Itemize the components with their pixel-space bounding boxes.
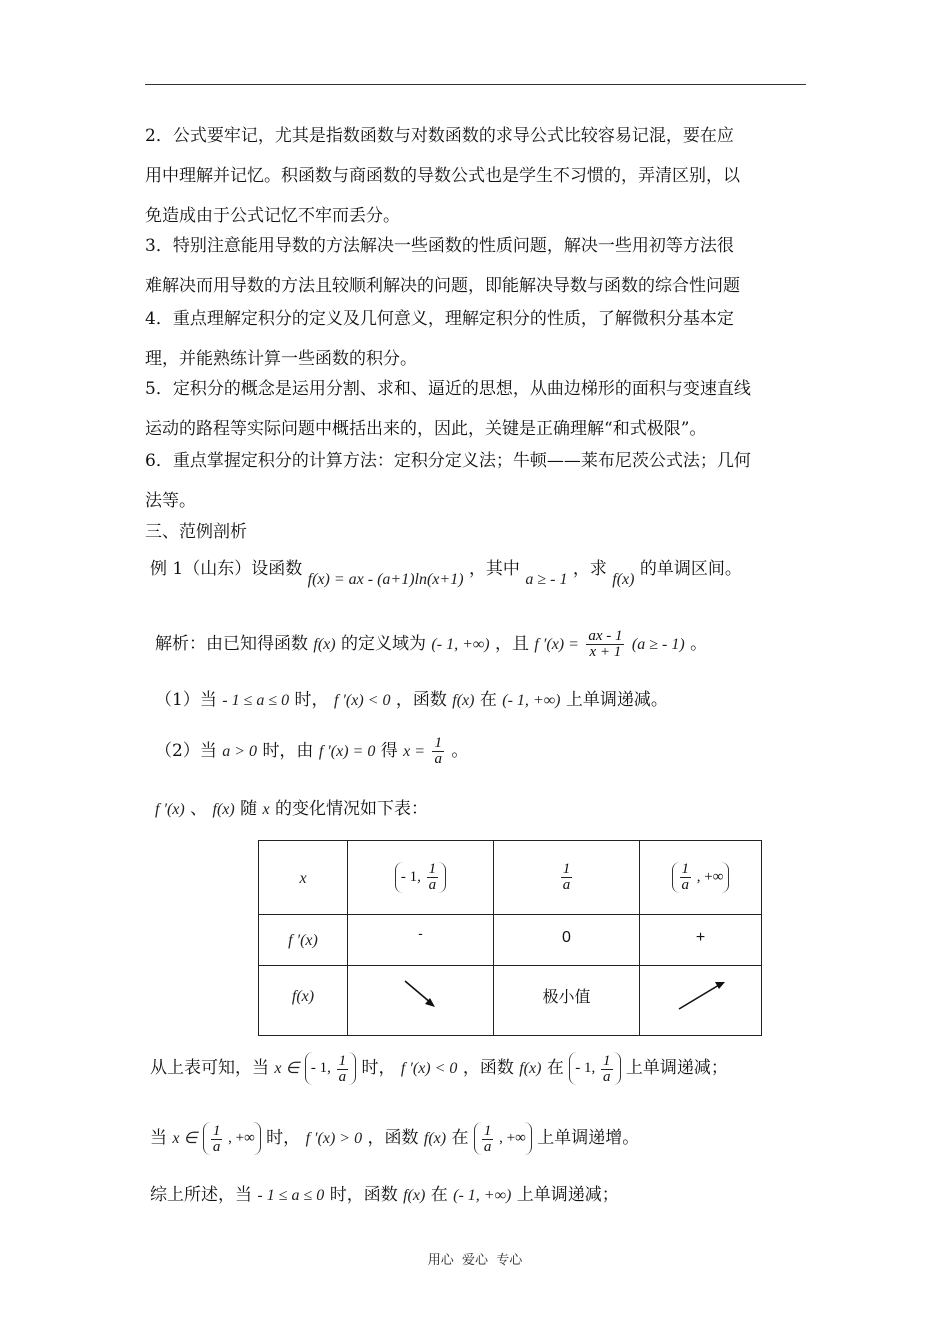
- solution-text: ，且: [495, 634, 530, 654]
- conclusion-text: 在: [451, 1128, 469, 1148]
- conclusion-text: 上单调递减；: [516, 1185, 619, 1205]
- cell-derivative: f ′(x): [288, 932, 318, 949]
- interval-start: - 1,: [575, 1060, 596, 1077]
- sign-zero: 0: [562, 929, 571, 946]
- point-5: [145, 373, 810, 445]
- point-4-line-2: 理，并能熟练计算一些函数的积分。: [145, 349, 417, 369]
- case-derivative: f ′(x) = 0: [318, 743, 376, 760]
- point-6-line-2: 法等。: [145, 491, 196, 511]
- example-function: f(x) = ax - (a+1)ln(x+1): [307, 571, 464, 588]
- fraction-denominator: a: [212, 1138, 221, 1155]
- solution-condition: (a ≥ - 1): [631, 636, 685, 653]
- table-row: [259, 966, 762, 1036]
- example-suffix: 的单调区间。: [639, 559, 742, 579]
- example-fx: f(x): [612, 571, 635, 588]
- table-cell: [348, 841, 494, 915]
- table-cell: [348, 915, 494, 966]
- interval-start: - 1,: [400, 868, 421, 885]
- table-cell: [640, 966, 762, 1036]
- interval-paren: [672, 862, 730, 893]
- case-x: x =: [403, 743, 426, 760]
- point-2: [145, 120, 810, 232]
- conclusion-text: 上单调递减；: [625, 1058, 728, 1078]
- point-6-line-1: 6．重点掌握定积分的计算方法：定积分定义法；牛顿——莱布尼茨公式法；几何: [145, 451, 751, 471]
- conclusion-fx: f(x): [403, 1187, 426, 1204]
- case-condition: a > 0: [222, 743, 258, 760]
- case-text: （1）当: [155, 690, 217, 710]
- page-footer: 用心 爱心 专心: [427, 1253, 523, 1268]
- conclusion-text: 在: [430, 1185, 448, 1205]
- case-text: ，函数: [395, 690, 447, 710]
- case-fx: f(x): [452, 692, 475, 709]
- point-2-line-3: 免造成由于公式记忆不牢而丢分。: [145, 206, 400, 226]
- case-text: 时，: [294, 690, 329, 710]
- fraction-numerator: 1: [562, 861, 571, 877]
- intro-x: x: [262, 801, 270, 818]
- cell-fx: f(x): [291, 987, 315, 1005]
- example-condition: a ≥ - 1: [525, 571, 568, 588]
- variation-table: [258, 840, 762, 1036]
- example-text: ，其中: [468, 559, 520, 579]
- intro-text: 、: [190, 799, 208, 819]
- case-text: 在: [479, 690, 497, 710]
- point-3-line-1: 3．特别注意能用导数的方法解决一些函数的性质问题，解决一些用初等方法很: [145, 236, 734, 256]
- fraction-numerator: 1: [434, 735, 442, 751]
- point-6: [145, 445, 810, 517]
- table-cell: [640, 915, 762, 966]
- fraction-denominator: a: [428, 877, 437, 893]
- table-cell: [259, 841, 348, 915]
- conclusion-text: 上单调递增。: [537, 1128, 640, 1148]
- point-2-line-2: 用中理解并记忆。积函数与商函数的导数公式也是学生不习惯的，弄清区别，以: [145, 166, 740, 186]
- table-cell: [494, 841, 640, 915]
- conclusion-text: ，函数: [367, 1128, 419, 1148]
- case-derivative: f ′(x) < 0: [333, 692, 391, 709]
- conclusion-line-3: [150, 1179, 815, 1212]
- solution-derivative: f ′(x) =: [534, 636, 579, 653]
- solution-fx: f(x): [313, 636, 336, 653]
- example-1: [150, 553, 815, 586]
- conclusion-text: 在: [546, 1058, 564, 1078]
- interval-start: - 1,: [310, 1060, 331, 1077]
- interval-end: , +∞: [696, 868, 724, 885]
- conclusion-fx: f(x): [519, 1060, 542, 1077]
- intro-fx: f(x): [212, 801, 235, 818]
- table-row: [259, 841, 762, 915]
- table-cell: [640, 841, 762, 915]
- solution-text: 。: [690, 634, 708, 654]
- fraction-denominator: a: [434, 751, 442, 767]
- point-4-line-1: 4．重点理解定积分的定义及几何意义，理解定积分的性质，了解微积分基本定: [145, 309, 734, 329]
- fraction-denominator: a: [562, 877, 571, 893]
- point-5-line-1: 5．定积分的概念是运用分割、求和、逼近的思想，从曲边梯形的面积与变速直线: [145, 379, 751, 399]
- section-heading: 三、范例剖析: [145, 522, 247, 542]
- conclusion-text: 从上表可知，当: [150, 1058, 269, 1078]
- case-text: 。: [451, 741, 469, 761]
- interval-fraction: [211, 1124, 223, 1155]
- table-row: [259, 915, 762, 966]
- fraction-numerator: 1: [428, 861, 437, 877]
- table-cell: [348, 966, 494, 1036]
- point-3: [145, 230, 810, 302]
- conclusion-x-in: x ∈: [274, 1060, 300, 1077]
- intro-text: 的变化情况如下表：: [275, 799, 429, 819]
- table-cell: [259, 966, 348, 1036]
- header-rule: [145, 84, 806, 85]
- decreasing-arrow-icon: [391, 971, 451, 1021]
- derivative-fraction: [586, 629, 624, 660]
- case-2: [155, 735, 820, 768]
- intro-derivative: f ′(x): [155, 801, 185, 818]
- conclusion-fx: f(x): [423, 1130, 447, 1147]
- fraction-denominator: a: [338, 1068, 347, 1085]
- conclusion-text: 时，: [266, 1128, 301, 1148]
- interval-paren: [203, 1122, 261, 1154]
- fraction-numerator: 1: [338, 1052, 347, 1069]
- fraction-denominator: x + 1: [589, 644, 622, 660]
- case-fraction: [432, 736, 444, 767]
- conclusion-text: 综上所述，当: [150, 1185, 252, 1205]
- point-3-line-2: 难解决而用导数的方法且较顺利解决的问题，即能解决导数与函数的综合性问题: [145, 276, 740, 296]
- case-condition: - 1 ≤ a ≤ 0: [222, 692, 290, 709]
- case-interval: (- 1, +∞): [502, 692, 561, 709]
- minimum-value-label: 极小值: [542, 987, 591, 1006]
- point-2-line-1: 2．公式要牢记，尤其是指数函数与对数函数的求导公式比较容易记混，要在应: [145, 126, 734, 146]
- conclusion-derivative: f ′(x) < 0: [400, 1060, 458, 1077]
- critical-fraction: [561, 862, 573, 893]
- interval-fraction: [601, 1054, 613, 1085]
- interval-paren: [395, 862, 446, 893]
- conclusion-interval: (- 1, +∞): [453, 1187, 512, 1204]
- example-prefix: 例 1（山东）设函数: [150, 559, 303, 579]
- sign-positive: +: [695, 929, 706, 946]
- increasing-arrow-icon: [671, 971, 731, 1021]
- point-4: [145, 303, 810, 375]
- conclusion-condition: - 1 ≤ a ≤ 0: [257, 1187, 325, 1204]
- intro-text: 随: [240, 799, 258, 819]
- fraction-denominator: a: [681, 877, 690, 893]
- table-intro: [155, 793, 820, 826]
- interval-end: , +∞: [228, 1130, 255, 1147]
- example-text: ，求: [572, 559, 607, 579]
- fraction-numerator: 1: [483, 1122, 492, 1139]
- cell-x: x: [299, 869, 307, 887]
- fraction-numerator: 1: [603, 1052, 611, 1069]
- case-1: [155, 684, 820, 717]
- solution-domain: (- 1, +∞): [431, 636, 490, 653]
- fraction-denominator: a: [603, 1068, 611, 1085]
- interval-fraction: [337, 1054, 349, 1085]
- solution-line-1: [155, 628, 820, 661]
- case-text: 得: [380, 741, 398, 761]
- fraction-numerator: 1: [212, 1122, 221, 1139]
- sign-negative: -: [418, 924, 423, 941]
- interval-paren: [474, 1122, 532, 1154]
- conclusion-line-1: [150, 1052, 815, 1085]
- interval-fraction: [427, 862, 439, 893]
- interval-paren: [305, 1052, 356, 1084]
- conclusion-text: 时，函数: [329, 1185, 398, 1205]
- table-cell: [259, 915, 348, 966]
- conclusion-line-2: [150, 1122, 815, 1155]
- conclusion-text: 时，: [361, 1058, 396, 1078]
- table-cell: [494, 915, 640, 966]
- table-cell: [494, 966, 640, 1036]
- conclusion-text: 当: [150, 1128, 167, 1148]
- fraction-numerator: 1: [681, 861, 690, 877]
- case-text: 上单调递减。: [565, 690, 668, 710]
- interval-end: , +∞: [499, 1130, 526, 1147]
- point-5-line-2: 运动的路程等实际问题中概括出来的，因此，关键是正确理解“和式极限”。: [145, 419, 707, 439]
- conclusion-x-in: x ∈: [172, 1130, 198, 1147]
- fraction-denominator: a: [483, 1138, 492, 1155]
- fraction-numerator: ax - 1: [588, 628, 623, 644]
- interval-fraction: [482, 1124, 494, 1155]
- interval-fraction: [680, 862, 692, 893]
- case-text: （2）当: [155, 741, 217, 761]
- solution-text: 的定义域为: [341, 634, 427, 654]
- conclusion-derivative: f ′(x) > 0: [305, 1130, 363, 1147]
- solution-text: 解析：由已知得函数: [155, 634, 308, 654]
- interval-paren: [569, 1052, 620, 1084]
- case-text: 时，由: [262, 741, 314, 761]
- conclusion-text: ，函数: [462, 1058, 514, 1078]
